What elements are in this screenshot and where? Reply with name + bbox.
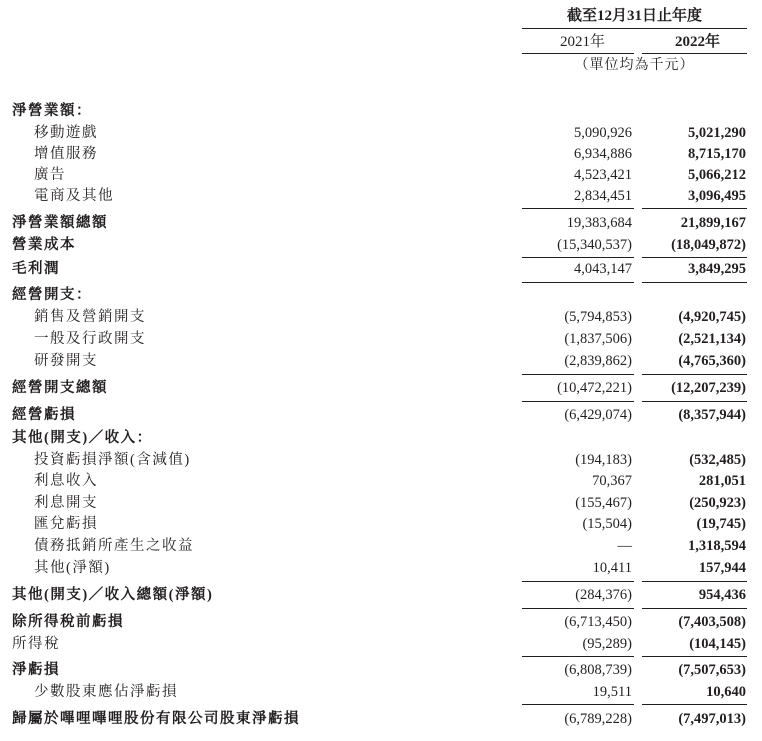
row-income-tax (0, 633, 762, 655)
row-others-net (0, 557, 762, 579)
row-label: 少數股東應佔淨虧損 (34, 684, 178, 700)
value-2022: 954,436 (698, 587, 746, 603)
row-label: 債務抵銷所產生之收益 (34, 538, 194, 554)
value-2022: 5,021,290 (688, 125, 746, 141)
value-2022: (19,745) (696, 516, 746, 532)
row-label: 電商及其他 (34, 188, 114, 204)
row-investment-loss (0, 449, 762, 471)
rule (522, 374, 634, 375)
value-2021: 5,090,926 (574, 125, 632, 141)
header-rule-2021 (522, 53, 634, 54)
row-label: 移動遊戲 (34, 125, 98, 141)
rule (642, 208, 747, 209)
row-net-loss (0, 659, 762, 681)
row-loss-from-operations (0, 404, 762, 426)
row-label: 其他(開支)／收入總額(淨額) (12, 587, 214, 603)
value-2021: 70,367 (592, 473, 632, 489)
row-cost-of-revenues (0, 234, 762, 256)
row-ecommerce-others (0, 185, 762, 207)
value-2021: (6,789,228) (564, 711, 632, 727)
rule (642, 608, 747, 609)
value-2022: 8,715,170 (688, 146, 746, 162)
row-label: 廣告 (34, 167, 66, 183)
value-2022: (104,145) (689, 636, 746, 652)
value-2021: (6,808,739) (564, 662, 632, 678)
row-label: 歸屬於嗶哩嗶哩股份有限公司股東淨虧損 (12, 711, 300, 727)
value-2021: (15,340,537) (557, 237, 632, 253)
header-year-2022: 2022年 (674, 34, 720, 50)
value-2021: (10,472,221) (557, 380, 632, 396)
value-2022: 1,318,594 (688, 538, 746, 554)
row-label: 投資虧損淨額(含減值) (34, 452, 191, 468)
value-2022: (12,207,239) (671, 380, 746, 396)
value-2022: (2,521,134) (678, 331, 746, 347)
row-other-income-heading (0, 427, 762, 449)
row-interest-expense (0, 492, 762, 514)
row-label: 經營虧損 (12, 407, 76, 423)
value-2022: (4,765,360) (678, 353, 746, 369)
value-2022: (7,507,653) (678, 662, 746, 678)
row-debt-extinguishment-gain (0, 535, 762, 557)
row-label: 營業成本 (12, 237, 76, 253)
rule (642, 656, 747, 657)
row-research-development (0, 350, 762, 372)
value-2022: (4,920,745) (678, 309, 746, 325)
row-gross-profit (0, 258, 762, 280)
value-2022: (7,497,013) (678, 711, 746, 727)
rule (522, 208, 634, 209)
row-label: 利息收入 (34, 473, 98, 489)
row-interest-income (0, 470, 762, 492)
value-2022: (532,485) (689, 452, 746, 468)
row-label: 經營開支： (12, 287, 92, 303)
value-2021: (15,504) (582, 516, 632, 532)
row-net-loss-attributable (0, 708, 762, 730)
value-2022: (7,403,508) (678, 614, 746, 630)
row-label: 匯兌虧損 (34, 516, 98, 532)
value-2022: 281,051 (698, 473, 746, 489)
value-2021: 4,043,147 (574, 261, 632, 277)
row-general-admin (0, 328, 762, 350)
value-2021: (194,183) (575, 452, 632, 468)
row-label: 利息開支 (34, 495, 98, 511)
row-label: 研發開支 (34, 353, 98, 369)
rule (642, 374, 747, 375)
header-period: 截至12月31日止年度 (566, 8, 702, 24)
row-operating-expenses-heading (0, 284, 762, 306)
header-unit: （單位均為千元） (574, 58, 695, 73)
rule (522, 282, 634, 283)
row-label: 其他(開支)／收入： (12, 430, 153, 446)
value-2022: 3,849,295 (688, 261, 746, 277)
rule (522, 581, 634, 582)
header-rule-top (522, 28, 747, 29)
value-2021: 19,383,684 (566, 215, 632, 231)
rule (642, 581, 747, 582)
row-label: 所得稅 (12, 636, 60, 652)
value-2022: 10,640 (706, 684, 746, 700)
value-2021: 4,523,421 (574, 167, 632, 183)
row-noncontrolling-interests (0, 681, 762, 703)
value-2022: (8,357,944) (678, 407, 746, 423)
row-value-added-services (0, 143, 762, 165)
value-2021: (6,429,074) (564, 407, 632, 423)
rule (522, 656, 634, 657)
row-total-operating-expenses (0, 377, 762, 399)
value-2021: (155,467) (575, 495, 632, 511)
row-label: 一般及行政開支 (34, 331, 146, 347)
row-label: 增值服務 (34, 146, 98, 162)
value-2021: 2,834,451 (574, 188, 632, 204)
rule (642, 282, 747, 283)
rule (522, 704, 634, 705)
row-total-net-revenues (0, 212, 762, 234)
value-2022: (18,049,872) (671, 237, 746, 253)
row-sales-marketing (0, 306, 762, 328)
value-2021: — (617, 538, 632, 554)
value-2021: 10,411 (592, 560, 632, 576)
row-label: 銷售及營銷開支 (34, 309, 146, 325)
header-rule-2022 (642, 53, 747, 54)
rule (522, 401, 634, 402)
row-loss-before-tax (0, 611, 762, 633)
rule (522, 608, 634, 609)
row-label: 淨營業額： (12, 103, 92, 119)
value-2022: 21,899,167 (680, 215, 746, 231)
header-year-2021: 2021年 (559, 34, 605, 50)
row-label: 除所得稅前虧損 (12, 614, 124, 630)
value-2021: (1,837,506) (564, 331, 632, 347)
row-label: 經營開支總額 (12, 380, 108, 396)
row-mobile-games (0, 122, 762, 144)
rule (642, 704, 747, 705)
value-2021: (6,713,450) (564, 614, 632, 630)
row-label: 淨營業額總額 (12, 215, 108, 231)
value-2022: (250,923) (689, 495, 746, 511)
row-net-revenues-heading (0, 100, 762, 122)
row-label: 淨虧損 (12, 662, 60, 678)
row-label: 其他(淨額) (34, 560, 111, 576)
value-2021: 6,934,886 (574, 146, 632, 162)
value-2022: 3,096,495 (688, 188, 746, 204)
value-2022: 5,066,212 (688, 167, 746, 183)
row-total-other-income (0, 584, 762, 606)
rule (642, 401, 747, 402)
row-advertising (0, 164, 762, 186)
value-2021: (5,794,853) (564, 309, 632, 325)
value-2021: (2,839,862) (564, 353, 632, 369)
value-2021: (95,289) (582, 636, 632, 652)
value-2021: (284,376) (575, 587, 632, 603)
row-label: 毛利潤 (12, 261, 60, 277)
value-2022: 157,944 (698, 560, 746, 576)
row-exchange-losses (0, 513, 762, 535)
value-2021: 19,511 (592, 684, 632, 700)
